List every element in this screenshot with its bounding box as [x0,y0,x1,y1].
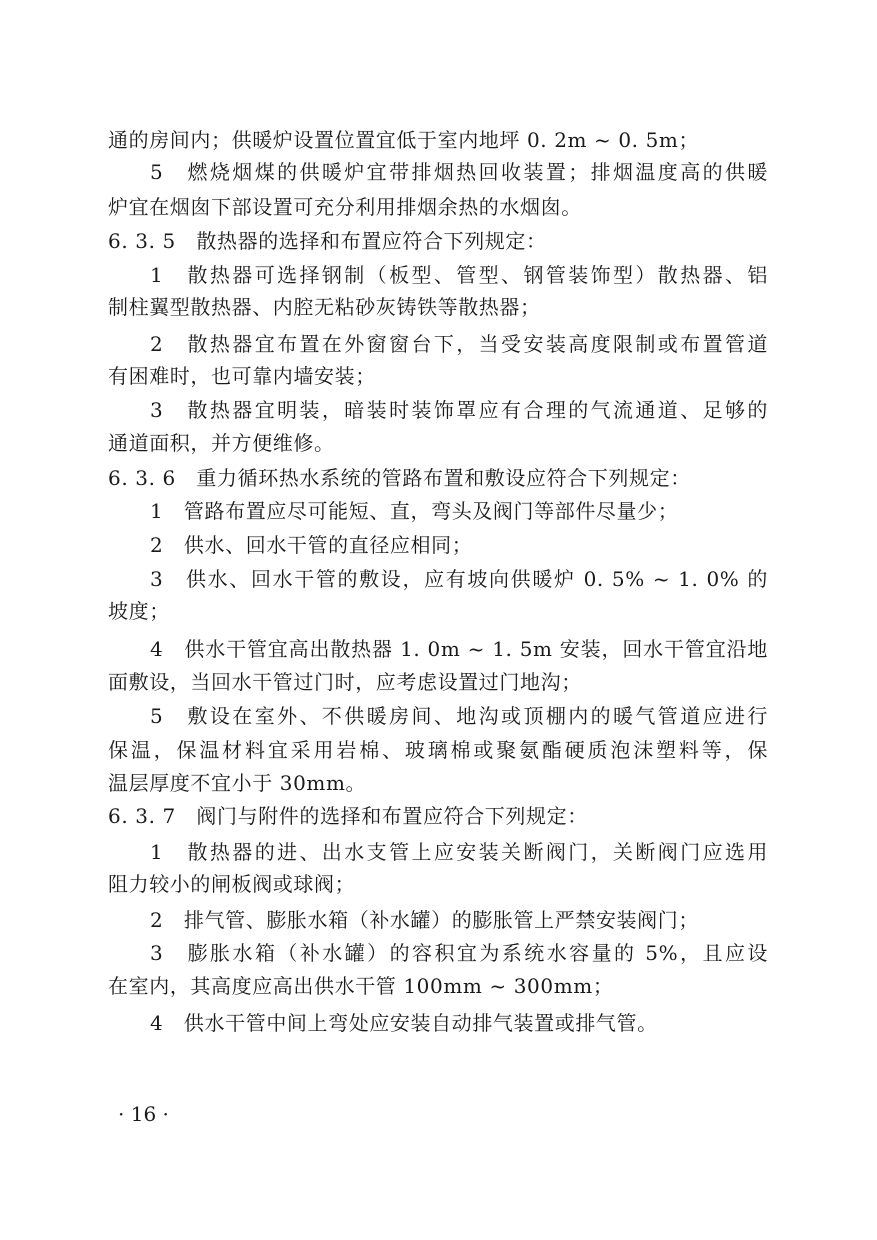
text-line: 1 散热器的进、出水支管上应安装关断阀门，关断阀门应选用 [150,840,768,864]
text-line: 4 供水干管中间上弯处应安装自动排气装置或排气管。 [150,1011,658,1035]
text-line: 温层厚度不宜小于 30mm。 [108,771,367,795]
text-line: 保温，保温材料宜采用岩棉、玻璃棉或聚氨酯硬质泡沫塑料等，保 [108,738,768,762]
text-line: 3 散热器宜明装，暗装时装饰罩应有合理的气流通道、足够的 [150,398,768,422]
text-line: 通的房间内；供暖炉设置位置宜低于室内地坪 0. 2m ~ 0. 5m； [108,128,700,152]
page-number: · 16 · [118,1102,169,1126]
text-line: 2 散热器宜布置在外窗窗台下，当受安装高度限制或布置管道 [150,332,768,356]
text-line: 5 敷设在室外、不供暖房间、地沟或顶棚内的暖气管道应进行 [150,704,768,728]
text-line: 3 供水、回水干管的敷设，应有坡向供暖炉 0. 5% ~ 1. 0% 的 [150,567,768,591]
text-line: 有困难时，也可靠内墙安装； [108,364,376,388]
text-line: 5 燃烧烟煤的供暖炉宜带排烟热回收装置；排烟温度高的供暖 [150,160,768,184]
text-line: 3 膨胀水箱（补水罐）的容积宜为系统水容量的 5%，且应设 [150,941,768,965]
text-line: 2 供水、回水干管的直径应相同； [150,533,473,557]
text-line: 阻力较小的闸板阀或球阀； [108,872,356,896]
text-line: 制柱翼型散热器、内腔无粘砂灰铸铁等散热器； [108,295,541,319]
text-line: 1 管路布置应尽可能短、直，弯头及阀门等部件尽量少； [150,499,679,523]
text-line: 面敷设，当回水干管过门时，应考虑设置过门地沟； [108,670,582,694]
text-line: 坡度； [108,599,170,623]
text-line: 炉宜在烟囱下部设置可充分利用排烟余热的水烟囱。 [108,195,582,219]
text-line: 1 散热器可选择钢制（板型、管型、钢管装饰型）散热器、铝 [150,263,768,287]
section-heading-6-3-7: 6. 3. 7 阀门与附件的选择和布置应符合下列规定： [108,804,588,828]
text-line: 2 排气管、膨胀水箱（补水罐）的膨胀管上严禁安装阀门； [150,908,699,932]
text-line: 4 供水干管宜高出散热器 1. 0m ~ 1. 5m 安装，回水干管宜沿地 [150,637,768,661]
text-line: 通道面积，并方便维修。 [108,431,335,455]
text-line: 在室内，其高度应高出供水干管 100mm ~ 300mm； [108,974,614,998]
section-heading-6-3-5: 6. 3. 5 散热器的选择和布置应符合下列规定： [108,229,547,253]
section-heading-6-3-6: 6. 3. 6 重力循环热水系统的管路布置和敷设应符合下列规定： [108,466,691,490]
